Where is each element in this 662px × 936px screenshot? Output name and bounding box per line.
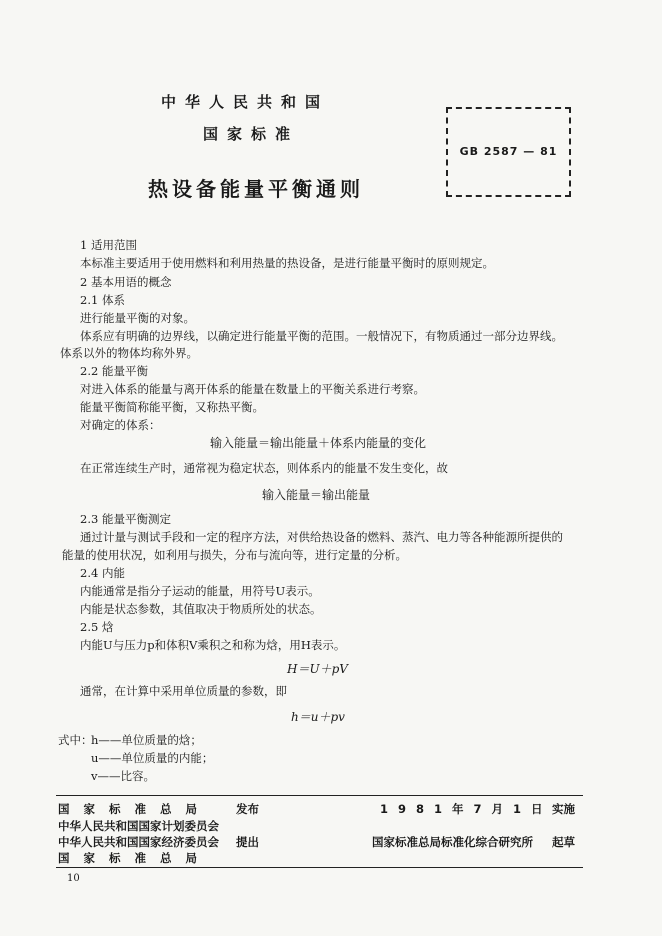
page-number: 10 [67, 873, 80, 884]
country-name: 中华人民共和国 [161, 93, 330, 111]
paragraph: 内能是状态参数，其值取决于物质所处的状态。 [80, 602, 322, 616]
subsection-heading: 2.4 内能 [80, 566, 125, 580]
section-heading: 2 基本用语的概念 [80, 275, 172, 289]
where-label: 式中： [58, 733, 93, 747]
issuer: 中华人民共和国国家计划委员会 [58, 819, 219, 833]
implementation-label: 实施 [552, 802, 575, 816]
equation: 输入能量＝输出能量＋体系内能量的变化 [210, 436, 427, 450]
paragraph: 对进入体系的能量与离开体系的能量在数量上的平衡关系进行考察。 [80, 382, 425, 396]
issuer: 国家标准总局 [58, 851, 211, 865]
paragraph: 对确定的体系： [80, 418, 161, 432]
paragraph: 能量平衡简称能平衡，又称热平衡。 [80, 400, 264, 414]
drafter: 国家标准总局标准化综合研究所 [372, 835, 533, 849]
paragraph: 通常，在计算中采用单位质量的参数，即 [80, 684, 287, 698]
equation: H＝U＋pV [287, 662, 348, 676]
paragraph: 内能通常是指分子运动的能量，用符号U表示。 [80, 584, 320, 598]
paragraph: 在正常连续生产时，通常视为稳定状态，则体系内的能量不发生变化，故 [80, 461, 448, 475]
issuer: 国家标准总局 [58, 802, 211, 816]
subsection-heading: 2.3 能量平衡测定 [80, 512, 171, 526]
paragraph: 体系以外的物体均称外界。 [60, 346, 198, 360]
subsection-heading: 2.2 能量平衡 [80, 364, 148, 378]
symbol-definition: v——比容。 [91, 769, 155, 783]
standard-number: GB 2587 — 81 [459, 145, 558, 158]
paragraph: 体系应有明确的边界线，以确定进行能量平衡的范围。一般情况下，有物质通过一部分边界线。 [80, 329, 563, 343]
paragraph: 进行能量平衡的对象。 [80, 311, 195, 325]
section-heading: 1 适用范围 [80, 238, 137, 252]
footer-rule-bottom [56, 867, 583, 868]
equation: 输入能量＝输出能量 [262, 488, 371, 502]
propose-label: 提出 [236, 835, 259, 849]
paragraph: 本标准主要适用于使用燃料和利用热量的热设备，是进行能量平衡时的原则规定。 [80, 256, 494, 270]
proposer: 中华人民共和国国家经济委员会 [58, 835, 219, 849]
document-title: 热设备能量平衡通则 [148, 177, 364, 201]
paragraph: 通过计量与测试手段和一定的程序方法，对供给热设备的燃料、蒸汽、电力等各种能源所提供的 [80, 530, 563, 544]
subsection-heading: 2.1 体系 [80, 293, 125, 307]
draft-label: 起草 [552, 835, 575, 849]
standard-number-box [446, 107, 571, 197]
equation: h＝u＋pv [291, 710, 345, 724]
paragraph: 内能U与压力p和体积V乘积之和称为焓，用H表示。 [80, 638, 346, 652]
symbol-definition: u——单位质量的内能； [91, 751, 214, 765]
standard-type: 国家标准 [203, 125, 300, 143]
footer-rule-top [56, 795, 583, 796]
issue-label: 发布 [236, 802, 259, 816]
symbol-definition: h——单位质量的焓； [91, 733, 202, 747]
implementation-date: 1981年7月1日 [380, 802, 553, 816]
paragraph: 能量的使用状况，如利用与损失，分布与流向等，进行定量的分析。 [62, 548, 407, 562]
subsection-heading: 2.5 焓 [80, 620, 114, 634]
